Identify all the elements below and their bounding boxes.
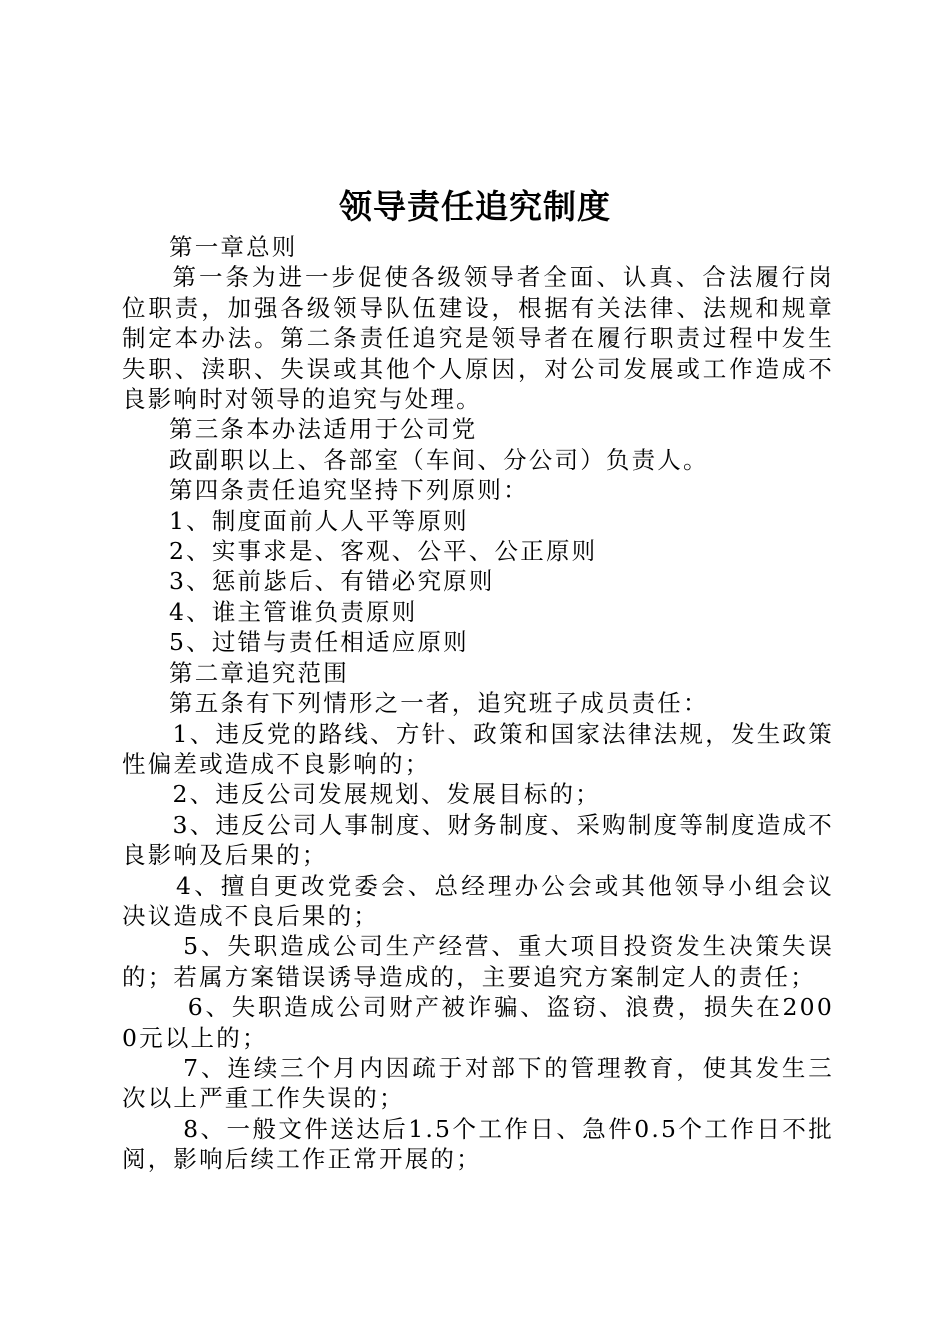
list-item: 4、擅自更改党委会、总经理办公会或其他领导小组会议决议造成不良后果的； — [122, 871, 834, 930]
article-paragraph: 第五条有下列情形之一者，追究班子成员责任： — [169, 689, 709, 718]
list-item: 7、连续三个月内因疏于对部下的管理教育，使其发生三次以上严重工作失误的； — [122, 1053, 834, 1113]
list-item: 2、实事求是、客观、公平、公正原则 — [169, 537, 598, 566]
list-item: 6、失职造成公司财产被诈骗、盗窃、浪费，损失在2000元以上的； — [122, 993, 834, 1052]
article-paragraph: 第一条为进一步促使各级领导者全面、认真、合法履行岗位职责，加强各级领导队伍建设，根据有关法律、法规和规章制定本办法。第二条责任追究是领导者在履行职责过程中发生失职、渎职、失误或其他个人原因，对公司发展或工作造成不良影响时对领导的追究与处理。 — [122, 263, 834, 414]
document-body — [122, 232, 834, 1175]
document-title: 领导责任追究制度 — [339, 187, 611, 226]
list-item: 5、过错与责任相适应原则 — [169, 628, 469, 657]
list-item: 5、失职造成公司生产经营、重大项目投资发生决策失误的；若属方案错误诱导造成的，主要追究方案制定人的责任； — [122, 932, 834, 991]
article-paragraph: 政副职以上、各部室（车间、分公司）负责人。 — [169, 445, 709, 474]
list-item: 4、谁主管谁负责原则 — [169, 597, 418, 626]
article-paragraph: 第四条责任追究坚持下列原则： — [169, 476, 529, 505]
chapter-heading: 第二章追究范围 — [169, 658, 349, 687]
list-item: 1、制度面前人人平等原则 — [169, 506, 469, 535]
list-item: 3、违反公司人事制度、财务制度、采购制度等制度造成不良影响及后果的； — [122, 810, 834, 870]
list-item: 1、违反党的路线、方针、政策和国家法律法规，发生政策性偏差或造成不良影响的； — [122, 719, 834, 778]
chapter-heading: 第一章总则 — [169, 233, 298, 261]
list-item: 2、违反公司发展规划、发展目标的； — [172, 780, 601, 809]
list-item: 3、惩前毖后、有错必究原则 — [169, 567, 495, 596]
list-item: 8、一般文件送达后1.5个工作日、急件0.5个工作日不批阅，影响后续工作正常开展的； — [122, 1114, 834, 1174]
article-paragraph: 第三条本办法适用于公司党 — [169, 415, 478, 444]
